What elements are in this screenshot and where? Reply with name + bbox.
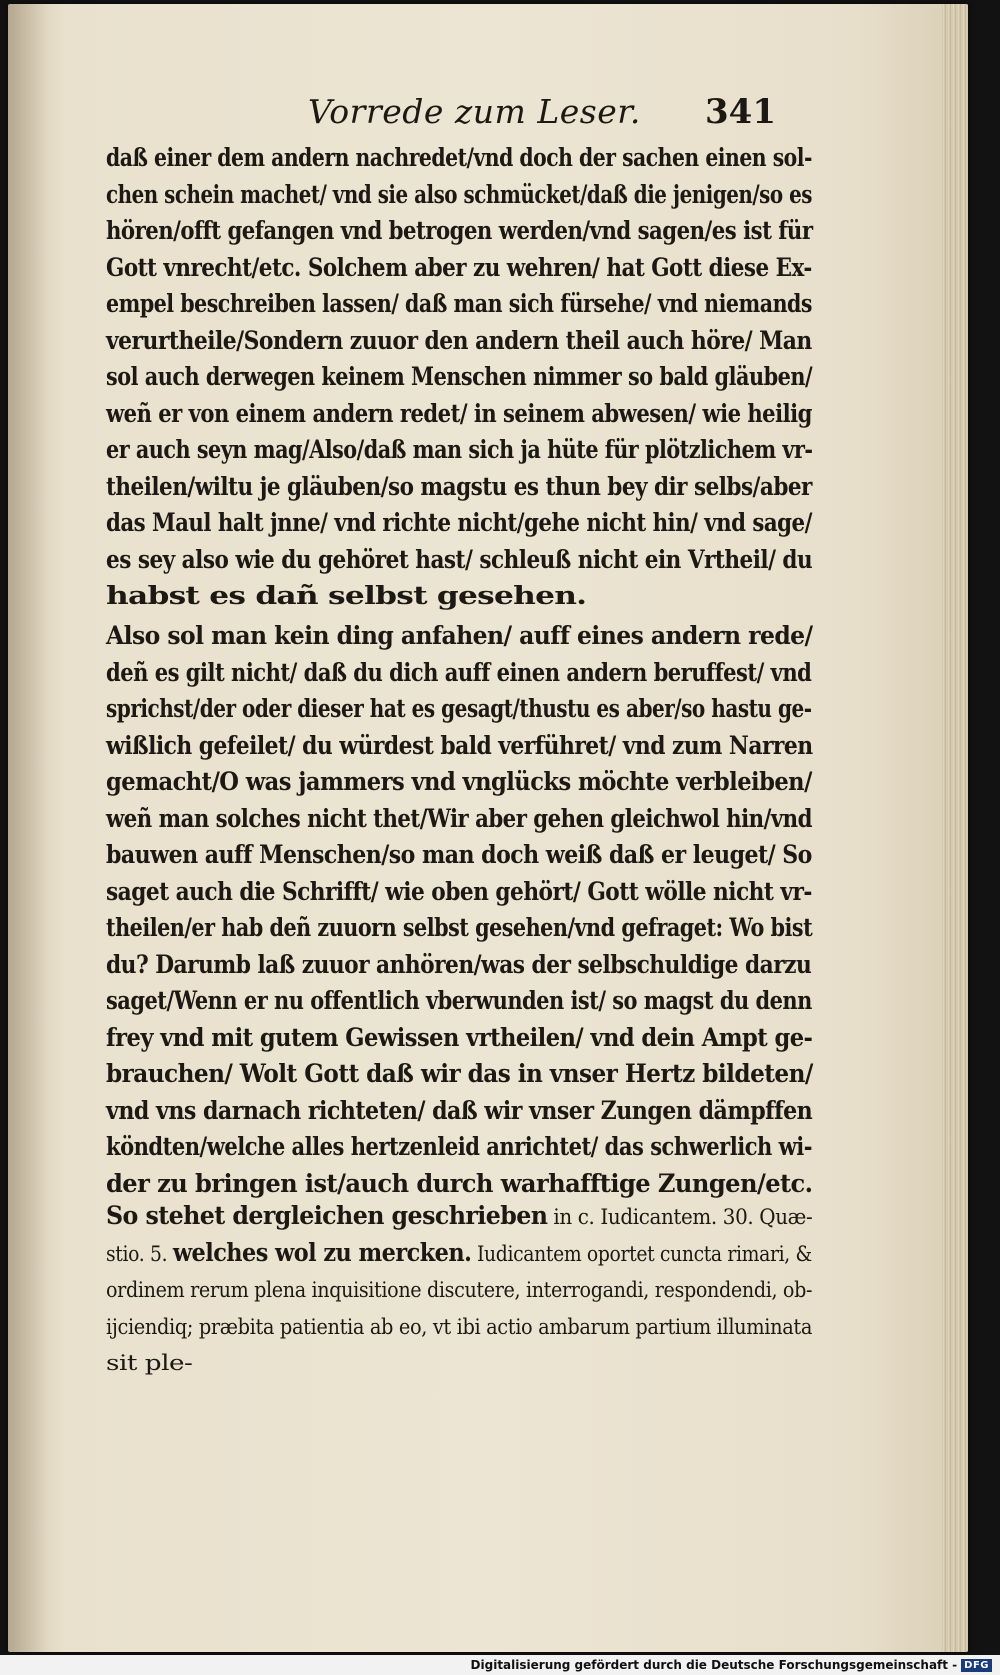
latin-text: stio. 5. [106, 1241, 173, 1266]
text-line: empel beschreiben lassen/ daß man sich fürsehe/ vnd niemands [106, 289, 812, 318]
running-title: Vorrede zum Leser. [308, 92, 641, 131]
latin-text: ordinem rerum plena inquisitione discutere, interrogandi, respondendi, ob- [106, 1278, 813, 1302]
text-line [106, 1308, 813, 1345]
german-text: welches wol zu mercken. [172, 1237, 472, 1267]
text-line: vnd vns darnach richteten/ daß wir vnser Zungen dämpffen [106, 1095, 813, 1125]
german-text: So stehet dergleichen geschrieben [106, 1201, 548, 1230]
paragraph-2 [106, 618, 812, 1202]
page-number: 341 [705, 92, 776, 132]
text-line [106, 1271, 813, 1308]
text-line: deñ es gilt nicht/ daß du dich auff einen andern beruffest/ vnd [106, 657, 812, 687]
latin-text: in c. Iudicantem. 30. Quæ- [547, 1205, 813, 1229]
text-line: chen schein machet/ vnd sie also schmücket/daß die jenigen/so es [106, 179, 812, 209]
text-line: habst es dañ selbst gesehen. [106, 581, 587, 610]
page-header [308, 92, 776, 132]
text-line: brauchen/ Wolt Gott daß wir das in vnser Hertz bildeten/ [106, 1059, 813, 1088]
text-line: daß einer dem andern nachredet/vnd doch der sachen einen sol- [106, 143, 812, 172]
text-line: das Maul halt jnne/ vnd richte nicht/gehe nicht hin/ vnd sage/ [106, 508, 812, 537]
latin-text: sit ple- [106, 1351, 193, 1375]
paragraph-3 [106, 1198, 812, 1381]
paragraph-1 [106, 140, 812, 615]
latin-text: Iudicantem oportet cuncta rimari, & [471, 1241, 812, 1266]
page-edge [942, 4, 968, 1652]
book-page [8, 4, 968, 1652]
text-line: theilen/wiltu je gläuben/so magstu es thun bey dir selbs/aber [106, 471, 812, 501]
text-line: sprichst/der oder dieser hat es gesagt/thustu es aber/so hastu ge- [106, 694, 812, 723]
text-line: köndten/welche alles hertzenleid anrichtet/ das schwerlich wi- [106, 1132, 813, 1161]
text-line: saget auch die Schrifft/ wie oben gehört/ Gott wölle nicht vr- [106, 876, 812, 906]
text-line: der zu bringen ist/auch durch warhafftige Zungen/etc. [106, 1168, 813, 1198]
text-line: er auch seyn mag/Also/daß man sich ja hüte für plötzlichem vr- [106, 435, 813, 464]
text-line [106, 1235, 812, 1272]
text-line: gemacht/O was jammers vnd vnglücks möchte verbleiben/ [106, 767, 812, 796]
text-line: es sey also wie du gehöret hast/ schleuß nicht ein Vrtheil/ du [106, 544, 813, 574]
text-line: bauwen auff Menschen/so man doch weiß daß er leuget/ So [106, 840, 812, 869]
text-line: hören/offt gefangen vnd betrogen werden/vnd sagen/es ist für [106, 216, 813, 245]
text-line: sol auch derwegen keinem Menschen nimmer so bald gläuben/ [106, 362, 813, 391]
digitization-credit [0, 1655, 1000, 1675]
text-line: wißlich gefeilet/ du würdest bald verführet/ vnd zum Narren [106, 730, 813, 760]
text-line: frey vnd mit gutem Gewissen vrtheilen/ vnd dein Ampt ge- [106, 1022, 813, 1052]
latin-text: ijciendiq; præbita patientia ab eo, vt ibi actio ambarum partium illuminata [106, 1314, 813, 1339]
text-line: weñ er von einem andern redet/ in seinem abwesen/ wie heilig [106, 398, 812, 428]
dfg-logo: DFG [961, 1659, 992, 1672]
text-line: verurtheile/Sondern zuuor den andern theil auch höre/ Man [106, 325, 812, 355]
text-line [106, 1344, 968, 1381]
text-line: Gott vnrecht/etc. Solchem aber zu wehren/ hat Gott diese Ex- [106, 252, 812, 282]
text-line: theilen/er hab deñ zuuorn selbst gesehen/vnd gefraget: Wo bist [106, 913, 813, 942]
credit-text: Digitalisierung gefördert durch die Deutsche Forschungsgemeinschaft - [470, 1658, 958, 1672]
text-line [106, 1198, 813, 1235]
text-line: weñ man solches nicht thet/Wir aber gehen gleichwol hin/vnd [106, 803, 812, 833]
text-line: Also sol man kein ding anfahen/ auff eines andern rede/ [106, 621, 813, 650]
text-line: du? Darumb laß zuuor anhören/was der selbschuldige darzu [106, 949, 812, 979]
spine-shadow [8, 4, 48, 1652]
text-line: saget/Wenn er nu offentlich vberwunden ist/ so magst du denn [106, 986, 812, 1015]
